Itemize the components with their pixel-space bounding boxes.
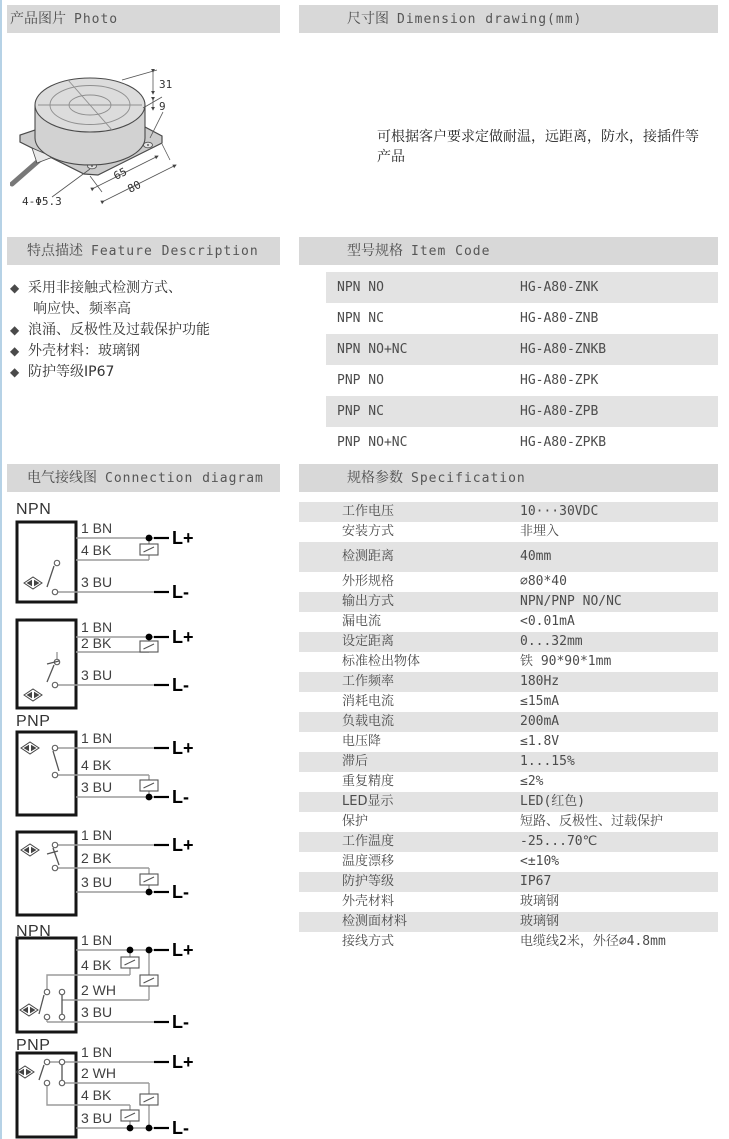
l-plus-label: L+	[172, 738, 194, 758]
spec-row	[299, 892, 718, 912]
item-code-row	[326, 396, 718, 427]
item-type: NPN NO	[337, 280, 384, 295]
switch-contact	[44, 1014, 49, 1019]
spec-label: 接线方式	[342, 934, 395, 949]
switch-contact	[52, 865, 57, 870]
spec-value: ≤1.8V	[520, 734, 560, 749]
spec-label: 漏电流	[342, 614, 382, 629]
item-type: PNP NC	[337, 404, 384, 419]
junction-dot	[146, 634, 153, 641]
feature-title-en: Feature Description	[91, 244, 259, 259]
spec-row	[299, 692, 718, 712]
spec-label: 检测距离	[342, 549, 395, 564]
section-title-dimension	[347, 5, 582, 34]
bullet-icon: ◆	[10, 323, 20, 337]
spec-row	[299, 592, 718, 612]
switch-contact	[52, 589, 57, 594]
proximity-sensor-icon	[24, 689, 42, 701]
spec-value: <±10%	[520, 854, 560, 869]
item-code: HG-A80-ZPK	[520, 373, 599, 388]
switch-contact	[54, 560, 59, 565]
proximity-sensor-icon	[16, 1066, 34, 1078]
feature-item	[10, 320, 310, 341]
spec-row	[299, 612, 718, 632]
wire-label: 1 BN	[81, 932, 113, 948]
item-type: NPN NO+NC	[337, 342, 408, 357]
spec-row	[299, 632, 718, 652]
junction-dot	[146, 947, 153, 954]
switch-contact	[44, 1059, 49, 1064]
l-minus-label: L-	[172, 675, 189, 695]
junction-dot	[146, 535, 153, 542]
switch-arm	[53, 751, 59, 771]
bullet-icon: ◆	[10, 281, 20, 295]
feature-text: 防护等级IP67	[28, 364, 115, 380]
section-title-connection	[27, 464, 264, 493]
switch-arm	[47, 665, 54, 682]
l-plus-label: L+	[172, 627, 194, 647]
spec-label: 保护	[342, 814, 369, 829]
photo-title-en: Photo	[74, 12, 119, 27]
wire-label: 1 BN	[81, 1044, 113, 1060]
spec-label: 温度漂移	[342, 854, 395, 869]
l-plus-label: L+	[172, 528, 194, 548]
sensor-box	[17, 522, 76, 602]
wire-label: 4 BK	[81, 957, 112, 973]
junction-dot	[127, 947, 134, 954]
spec-value: 玻璃钢	[520, 894, 560, 909]
spec-row	[299, 772, 718, 792]
item-code: HG-A80-ZNK	[520, 280, 599, 295]
wiring-diagram-pnp-nc	[2, 818, 202, 918]
wire-label: 4 BK	[81, 542, 112, 558]
wire-label: 3 BU	[81, 574, 113, 590]
wire-label: 1 BN	[81, 730, 113, 746]
spec-value: 10···30VDC	[520, 504, 599, 519]
switch-arm	[39, 1065, 44, 1080]
specification-title-zh: 规格参数	[347, 470, 403, 486]
load-icon	[140, 544, 158, 555]
spec-label: 重复精度	[342, 774, 395, 789]
feature-item	[10, 299, 310, 320]
spec-label: 输出方式	[342, 594, 395, 609]
spec-row	[299, 832, 718, 852]
wiring-diagram-npn-no-nc	[2, 920, 202, 1036]
spec-row	[299, 672, 718, 692]
load-icon	[140, 1094, 158, 1105]
dimension-title-en: Dimension drawing(mm)	[397, 12, 583, 27]
wiring-diagram-pnp-no	[2, 710, 202, 818]
spec-label: 工作电压	[342, 504, 395, 519]
spec-row	[299, 812, 718, 832]
spec-label: 工作频率	[342, 674, 395, 689]
wire-label: 4 BK	[81, 757, 112, 773]
item-code-row	[326, 303, 718, 334]
wire-label: 3 BU	[81, 874, 113, 890]
dim-label-31: 31	[159, 78, 173, 91]
spec-value: ∅80*40	[520, 574, 567, 589]
switch-contact	[59, 1080, 64, 1085]
load-icon	[121, 1110, 139, 1121]
spec-label: 外壳材料	[342, 894, 395, 909]
l-minus-label: L-	[172, 582, 189, 602]
junction-dot	[146, 889, 153, 896]
feature-text: 外壳材料：玻璃钢	[28, 343, 140, 359]
spec-row	[299, 542, 718, 572]
spec-label: 防护等级	[342, 874, 395, 889]
dimension-title-zh: 尺寸图	[347, 11, 389, 27]
feature-item	[10, 278, 310, 299]
diagram-type-label: NPN	[16, 501, 52, 518]
item-code-row	[326, 427, 718, 458]
wire-label: 3 BU	[81, 779, 113, 795]
section-title-photo	[10, 5, 118, 34]
feature-title-zh: 特点描述	[27, 243, 83, 259]
proximity-sensor-icon	[24, 577, 42, 589]
spec-value: -25...70℃	[520, 834, 598, 849]
l-minus-label: L-	[172, 1012, 189, 1032]
wire-label: 3 BU	[81, 1110, 113, 1126]
proximity-sensor-icon	[20, 1004, 38, 1016]
feature-text: 浪涌、反极性及过载保护功能	[28, 322, 210, 338]
load-icon	[121, 957, 139, 968]
item-code-row	[326, 272, 718, 303]
junction-dot	[146, 1125, 153, 1132]
proximity-sensor-icon	[21, 742, 39, 754]
item-code-title-zh: 型号规格	[347, 243, 403, 259]
wire-label: 2 WH	[81, 982, 116, 998]
spec-row	[299, 852, 718, 872]
spec-value: 非埋入	[520, 524, 560, 539]
wire-label: 1 BN	[81, 827, 113, 843]
spec-value: 0...32mm	[520, 634, 583, 649]
item-code-table	[326, 272, 718, 458]
wire-label: 4 BK	[81, 1087, 112, 1103]
section-title-feature	[27, 237, 259, 266]
spec-value: 1...15%	[520, 754, 575, 769]
spec-row	[299, 502, 718, 522]
spec-row	[299, 522, 718, 542]
switch-arm	[39, 995, 44, 1014]
load-icon	[140, 975, 158, 986]
switch-contact	[52, 745, 57, 750]
switch-contact	[44, 989, 49, 994]
wire-label: 2 WH	[81, 1065, 116, 1081]
section-title-item-code	[347, 237, 490, 266]
feature-item	[10, 341, 310, 362]
item-type: NPN NC	[337, 311, 384, 326]
switch-contact	[44, 1080, 49, 1085]
wiring-diagram-pnp-no-nc	[2, 1036, 202, 1139]
spec-label: 工作温度	[342, 834, 395, 849]
diagram-type-label: PNP	[16, 713, 51, 730]
spec-value: NPN/PNP NO/NC	[520, 594, 622, 609]
section-title-specification	[347, 464, 526, 493]
wire-label: 1 BN	[81, 520, 113, 536]
spec-label: 设定距离	[342, 634, 395, 649]
l-minus-label: L-	[172, 787, 189, 807]
load-icon	[140, 874, 158, 885]
bullet-icon: ◆	[10, 344, 20, 358]
item-code-row	[326, 365, 718, 396]
switch-contact	[59, 1059, 64, 1064]
custom-options-note: 可根据客户要求定做耐温，远距离，防水，接插件等产品	[377, 129, 699, 165]
spec-label: 安装方式	[342, 524, 395, 539]
switch-stop	[47, 851, 58, 854]
switch-arm	[53, 848, 59, 865]
wire-label: 1 BN	[81, 619, 113, 635]
l-minus-label: L-	[172, 1118, 189, 1138]
load-icon	[140, 780, 158, 791]
spec-value: LED(红色)	[520, 794, 586, 809]
spec-row	[299, 932, 718, 952]
switch-contact	[59, 1014, 64, 1019]
spec-value: 短路、反极性、过载保护	[520, 814, 664, 829]
wire-label: 3 BU	[81, 1004, 113, 1020]
item-code: HG-A80-ZNKB	[520, 342, 607, 357]
item-type: PNP NO	[337, 373, 384, 388]
l-plus-label: L+	[172, 1052, 194, 1072]
l-plus-label: L+	[172, 940, 194, 960]
spec-label: 电压降	[342, 734, 382, 749]
bullet-icon: ◆	[10, 365, 20, 379]
spec-label: 滞后	[342, 754, 369, 769]
spec-row	[299, 912, 718, 932]
spec-row	[299, 572, 718, 592]
spec-label: 外形规格	[342, 574, 395, 589]
item-code: HG-A80-ZPB	[520, 404, 599, 419]
spec-row	[299, 752, 718, 772]
switch-contact	[52, 682, 57, 687]
specification-title-en: Specification	[411, 471, 526, 486]
spec-value: 铁 90*90*1mm	[520, 654, 612, 669]
switch-arm	[47, 566, 54, 587]
item-code: HG-A80-ZPKB	[520, 435, 607, 450]
spec-label: 消耗电流	[342, 694, 395, 709]
item-code-row	[326, 334, 718, 365]
item-code-title-en: Item Code	[411, 244, 491, 259]
product-drawing	[10, 64, 220, 222]
l-minus-label: L-	[172, 882, 189, 902]
spec-label: 负载电流	[342, 714, 395, 729]
dim-label-9: 9	[159, 100, 166, 113]
spec-row	[299, 732, 718, 752]
connection-title-en: Connection diagram	[105, 471, 264, 486]
dim-label-80: 80	[125, 178, 144, 196]
spec-label: 检测面材料	[342, 914, 408, 929]
feature-list	[10, 278, 310, 383]
spec-row	[299, 652, 718, 672]
switch-contact	[52, 772, 57, 777]
dim-label-holes: 4-Φ5.3	[22, 195, 62, 208]
connection-title-zh: 电气接线图	[27, 470, 97, 486]
spec-value: ≤15mA	[520, 694, 560, 709]
spec-value: 180Hz	[520, 674, 560, 689]
feature-text: 采用非接触式检测方式、	[28, 280, 182, 296]
spec-value: 玻璃钢	[520, 914, 560, 929]
wire-label: 2 BK	[81, 635, 112, 651]
spec-value: IP67	[520, 874, 552, 889]
feature-text: 响应快、频率高	[33, 301, 131, 317]
junction-dot	[127, 1125, 134, 1132]
feature-item	[10, 362, 310, 383]
wire-label: 3 BU	[81, 667, 113, 683]
l-plus-label: L+	[172, 835, 194, 855]
item-code: HG-A80-ZNB	[520, 311, 599, 326]
diagram-type-label: PNP	[16, 1037, 51, 1054]
sensor-box	[17, 620, 76, 708]
wiring-diagram-npn-nc	[2, 612, 202, 710]
spec-row	[299, 872, 718, 892]
switch-contact	[59, 989, 64, 994]
wire-label: 2 BK	[81, 850, 112, 866]
spec-value: ≤2%	[520, 774, 544, 789]
spec-row	[299, 792, 718, 812]
wiring-diagram-npn-no	[2, 496, 202, 612]
specification-table	[299, 502, 718, 952]
switch-contact	[52, 842, 57, 847]
spec-row	[299, 712, 718, 732]
spec-value: <0.01mA	[520, 614, 575, 629]
spec-label: LED显示	[342, 794, 394, 809]
diagram-type-label: NPN	[16, 923, 52, 940]
photo-title-zh: 产品图片	[10, 11, 66, 27]
proximity-sensor-icon	[21, 844, 39, 856]
spec-value: 40mm	[520, 549, 552, 564]
load-icon	[140, 641, 158, 652]
junction-dot	[146, 794, 153, 801]
item-type: PNP NO+NC	[337, 435, 408, 450]
spec-value: 电缆线2米，外径∅4.8mm	[520, 934, 666, 949]
spec-value: 200mA	[520, 714, 560, 729]
dim-label-65: 65	[111, 165, 130, 183]
spec-label: 标准检出物体	[342, 654, 421, 669]
